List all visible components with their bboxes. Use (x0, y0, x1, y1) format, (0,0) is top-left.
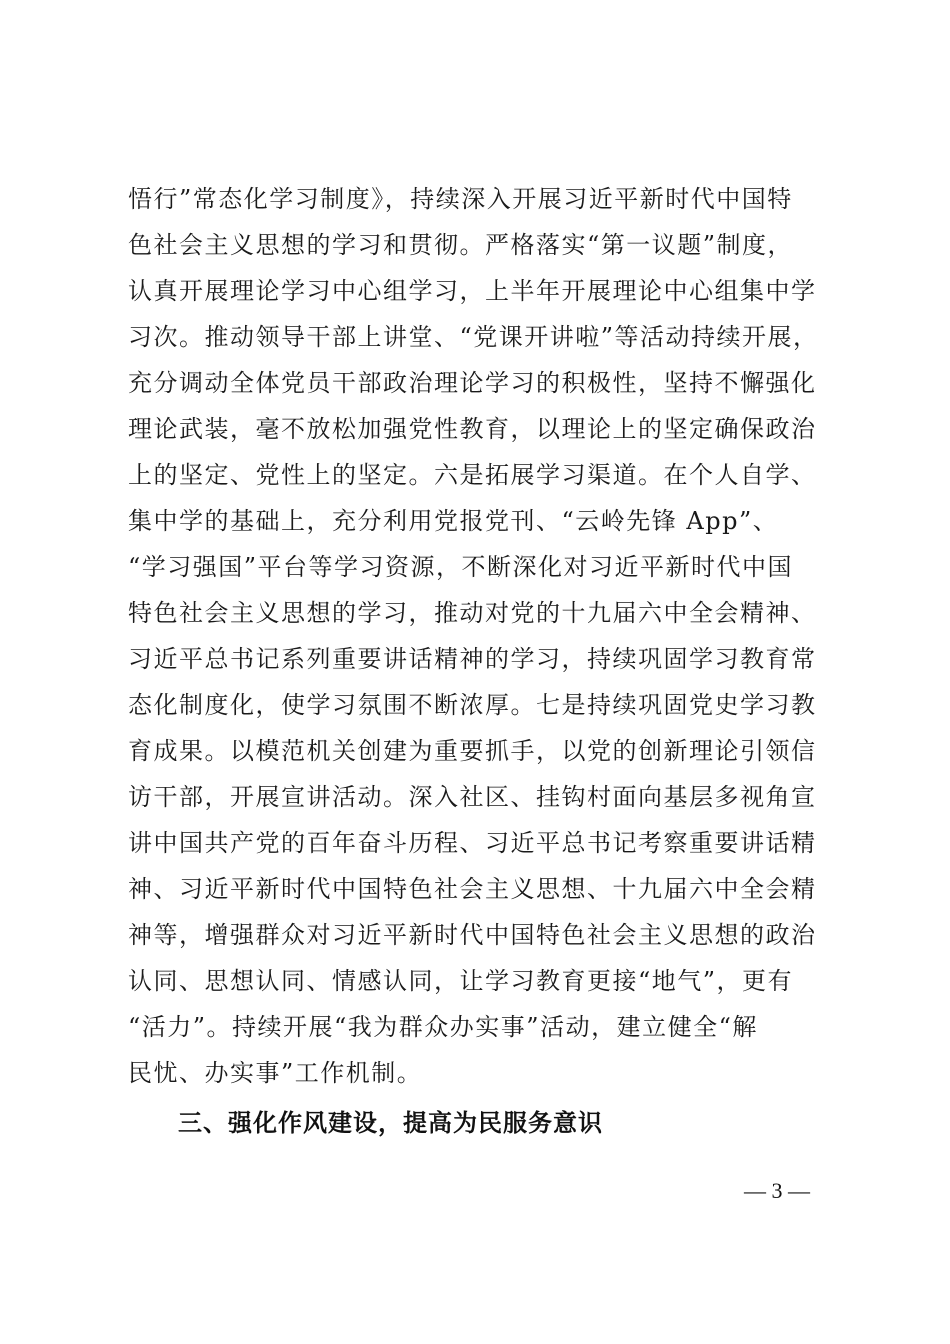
text-line: 习次。推动领导干部上讲堂、“党课开讲啦”等活动持续开展， (128, 323, 819, 351)
text-line: 理论武装，毫不放松加强党性教育，以理论上的坚定确保政治 (128, 415, 817, 443)
text-line: 习近平总书记系列重要讲话精神的学习，持续巩固学习教育常 (128, 645, 817, 673)
text-line: 悟行”常态化学习制度》，持续深入开展习近平新时代中国特 (128, 185, 793, 213)
section-heading: 三、强化作风建设，提高为民服务意识 (178, 1109, 603, 1137)
text-line: 神、习近平新时代中国特色社会主义思想、十九届六中全会精 (128, 875, 817, 903)
page-number: — 3 — (744, 1178, 810, 1203)
text-line: 特色社会主义思想的学习，推动对党的十九届六中全会精神、 (128, 599, 817, 627)
text-line: 访干部，开展宣讲活动。深入社区、挂钩村面向基层多视角宣 (128, 783, 817, 811)
text-line: 色社会主义思想的学习和贯彻。严格落实“第一议题”制度， (128, 231, 794, 259)
text-line: 充分调动全体党员干部政治理论学习的积极性，坚持不懈强化 (128, 369, 817, 397)
text-line: 集中学的基础上，充分利用党报党刊、“云岭先锋 App”、 (128, 507, 779, 535)
text-line: 认同、思想认同、情感认同，让学习教育更接“地气”，更有 (128, 967, 794, 995)
text-line: 民忧、办实事”工作机制。 (128, 1059, 423, 1087)
text-line: 认真开展理论学习中心组学习，上半年开展理论中心组集中学 (128, 277, 817, 305)
text-line: “活力”。持续开展“我为群众办实事”活动，建立健全“解 (128, 1013, 758, 1041)
body-text (128, 176, 828, 1096)
text-line: “学习强国”平台等学习资源，不断深化对习近平新时代中国 (128, 553, 794, 581)
text-line: 上的坚定、党性上的坚定。六是拓展学习渠道。在个人自学、 (128, 461, 817, 489)
text-line: 神等，增强群众对习近平新时代中国特色社会主义思想的政治 (128, 921, 817, 949)
text-line: 讲中国共产党的百年奋斗历程、习近平总书记考察重要讲话精 (128, 829, 817, 857)
text-line: 态化制度化，使学习氛围不断浓厚。七是持续巩固党史学习教 (128, 691, 817, 719)
text-line: 育成果。以模范机关创建为重要抓手，以党的创新理论引领信 (128, 737, 817, 765)
